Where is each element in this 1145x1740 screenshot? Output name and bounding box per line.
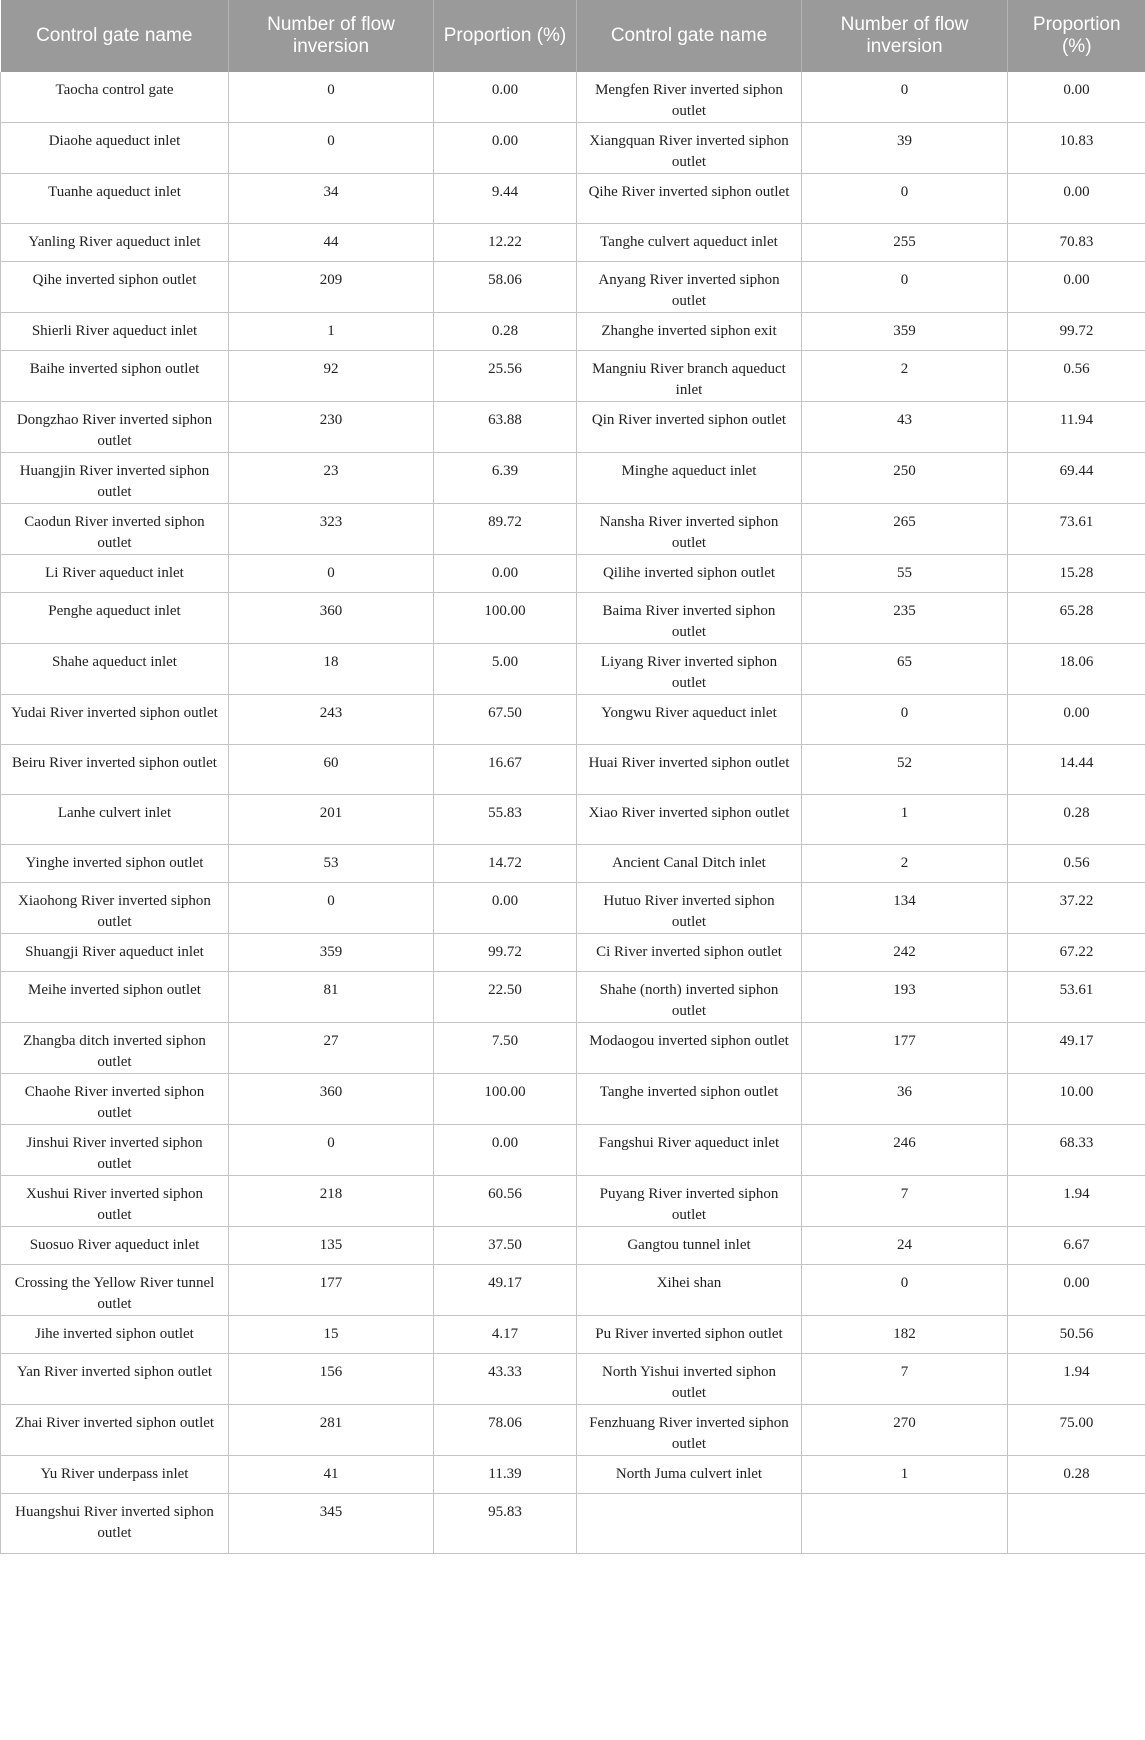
cell-proportion-right: 14.44 <box>1008 745 1145 795</box>
cell-proportion-right: 0.00 <box>1008 72 1145 123</box>
table-row <box>1 1023 1145 1074</box>
cell-flow-count-right: 255 <box>802 224 1008 262</box>
cell-proportion-right: 0.00 <box>1008 174 1145 224</box>
cell-flow-count-left: 360 <box>229 1074 434 1125</box>
cell-gate-name-left: Chaohe River inverted siphon outlet <box>1 1074 229 1125</box>
cell-proportion-left: 25.56 <box>434 351 577 402</box>
cell-flow-count-right: 52 <box>802 745 1008 795</box>
cell-proportion-left: 95.83 <box>434 1494 577 1554</box>
table-row <box>1 593 1145 644</box>
cell-gate-name-left: Yan River inverted siphon outlet <box>1 1354 229 1405</box>
cell-proportion-right: 0.56 <box>1008 845 1145 883</box>
cell-flow-count-left: 201 <box>229 795 434 845</box>
table-row <box>1 795 1145 845</box>
table-row <box>1 972 1145 1023</box>
header-flow-count-right: Number of flow inversion <box>802 0 1008 72</box>
cell-proportion-left: 0.00 <box>434 123 577 174</box>
cell-proportion-left: 99.72 <box>434 934 577 972</box>
cell-proportion-left: 12.22 <box>434 224 577 262</box>
table-row <box>1 1176 1145 1227</box>
table-header <box>1 0 1145 72</box>
cell-flow-count-left: 34 <box>229 174 434 224</box>
cell-flow-count-left: 0 <box>229 123 434 174</box>
cell-flow-count-left: 230 <box>229 402 434 453</box>
cell-flow-count-right: 2 <box>802 351 1008 402</box>
cell-flow-count-right: 235 <box>802 593 1008 644</box>
cell-flow-count-right: 39 <box>802 123 1008 174</box>
table-row <box>1 845 1145 883</box>
cell-proportion-right: 0.56 <box>1008 351 1145 402</box>
table-row <box>1 745 1145 795</box>
cell-flow-count-right: 182 <box>802 1316 1008 1354</box>
cell-gate-name-right: Liyang River inverted siphon outlet <box>577 644 802 695</box>
cell-proportion-left: 0.00 <box>434 1125 577 1176</box>
cell-proportion-right: 73.61 <box>1008 504 1145 555</box>
cell-gate-name-right: Fangshui River aqueduct inlet <box>577 1125 802 1176</box>
table-row <box>1 504 1145 555</box>
cell-gate-name-right: Qilihe inverted siphon outlet <box>577 555 802 593</box>
cell-gate-name-right: Gangtou tunnel inlet <box>577 1227 802 1265</box>
cell-proportion-left: 100.00 <box>434 593 577 644</box>
cell-flow-count-right <box>802 1494 1008 1554</box>
cell-flow-count-left: 18 <box>229 644 434 695</box>
cell-gate-name-right <box>577 1494 802 1554</box>
cell-flow-count-left: 0 <box>229 883 434 934</box>
cell-flow-count-left: 323 <box>229 504 434 555</box>
cell-flow-count-right: 270 <box>802 1405 1008 1456</box>
table-row <box>1 313 1145 351</box>
cell-flow-count-left: 345 <box>229 1494 434 1554</box>
cell-flow-count-left: 135 <box>229 1227 434 1265</box>
cell-gate-name-left: Xushui River inverted siphon outlet <box>1 1176 229 1227</box>
cell-gate-name-right: Hutuo River inverted siphon outlet <box>577 883 802 934</box>
cell-flow-count-left: 15 <box>229 1316 434 1354</box>
cell-flow-count-left: 0 <box>229 555 434 593</box>
cell-gate-name-left: Yanling River aqueduct inlet <box>1 224 229 262</box>
cell-flow-count-right: 1 <box>802 795 1008 845</box>
cell-flow-count-right: 177 <box>802 1023 1008 1074</box>
cell-proportion-left: 67.50 <box>434 695 577 745</box>
cell-gate-name-left: Yu River underpass inlet <box>1 1456 229 1494</box>
cell-proportion-right: 18.06 <box>1008 644 1145 695</box>
cell-proportion-right: 50.56 <box>1008 1316 1145 1354</box>
cell-gate-name-right: Modaogou inverted siphon outlet <box>577 1023 802 1074</box>
table-row <box>1 1316 1145 1354</box>
cell-flow-count-right: 0 <box>802 262 1008 313</box>
cell-gate-name-left: Yinghe inverted siphon outlet <box>1 845 229 883</box>
cell-proportion-left: 43.33 <box>434 1354 577 1405</box>
cell-proportion-right: 0.00 <box>1008 1265 1145 1316</box>
table-row <box>1 1265 1145 1316</box>
cell-gate-name-left: Jihe inverted siphon outlet <box>1 1316 229 1354</box>
cell-gate-name-right: Xiao River inverted siphon outlet <box>577 795 802 845</box>
cell-gate-name-right: Xihei shan <box>577 1265 802 1316</box>
cell-flow-count-left: 360 <box>229 593 434 644</box>
cell-gate-name-right: Mangniu River branch aqueduct inlet <box>577 351 802 402</box>
cell-flow-count-right: 43 <box>802 402 1008 453</box>
cell-gate-name-left: Qihe inverted siphon outlet <box>1 262 229 313</box>
cell-proportion-right: 70.83 <box>1008 224 1145 262</box>
cell-proportion-right: 0.28 <box>1008 795 1145 845</box>
table-row <box>1 72 1145 123</box>
cell-flow-count-left: 44 <box>229 224 434 262</box>
table-row <box>1 1405 1145 1456</box>
cell-gate-name-left: Suosuo River aqueduct inlet <box>1 1227 229 1265</box>
cell-gate-name-left: Huangjin River inverted siphon outlet <box>1 453 229 504</box>
table-row <box>1 262 1145 313</box>
cell-gate-name-left: Caodun River inverted siphon outlet <box>1 504 229 555</box>
cell-gate-name-left: Shuangji River aqueduct inlet <box>1 934 229 972</box>
cell-proportion-right: 15.28 <box>1008 555 1145 593</box>
cell-flow-count-left: 359 <box>229 934 434 972</box>
cell-flow-count-left: 209 <box>229 262 434 313</box>
table-row <box>1 174 1145 224</box>
cell-flow-count-left: 243 <box>229 695 434 745</box>
cell-flow-count-left: 177 <box>229 1265 434 1316</box>
cell-proportion-right: 53.61 <box>1008 972 1145 1023</box>
header-row <box>1 0 1145 72</box>
cell-proportion-right: 49.17 <box>1008 1023 1145 1074</box>
cell-gate-name-right: Shahe (north) inverted siphon outlet <box>577 972 802 1023</box>
cell-proportion-left: 11.39 <box>434 1456 577 1494</box>
cell-gate-name-left: Yudai River inverted siphon outlet <box>1 695 229 745</box>
table-row <box>1 402 1145 453</box>
cell-proportion-right: 0.00 <box>1008 262 1145 313</box>
cell-gate-name-right: Yongwu River aqueduct inlet <box>577 695 802 745</box>
cell-gate-name-right: Ci River inverted siphon outlet <box>577 934 802 972</box>
cell-gate-name-right: Mengfen River inverted siphon outlet <box>577 72 802 123</box>
cell-proportion-left: 22.50 <box>434 972 577 1023</box>
cell-gate-name-left: Li River aqueduct inlet <box>1 555 229 593</box>
table-row <box>1 1227 1145 1265</box>
cell-proportion-left: 14.72 <box>434 845 577 883</box>
cell-proportion-left: 37.50 <box>434 1227 577 1265</box>
header-proportion-right: Proportion (%) <box>1008 0 1145 72</box>
cell-proportion-right: 1.94 <box>1008 1354 1145 1405</box>
cell-flow-count-right: 65 <box>802 644 1008 695</box>
cell-flow-count-right: 0 <box>802 174 1008 224</box>
cell-gate-name-right: Qihe River inverted siphon outlet <box>577 174 802 224</box>
cell-proportion-left: 60.56 <box>434 1176 577 1227</box>
cell-gate-name-right: Zhanghe inverted siphon exit <box>577 313 802 351</box>
cell-flow-count-left: 41 <box>229 1456 434 1494</box>
cell-proportion-right: 0.28 <box>1008 1456 1145 1494</box>
cell-flow-count-right: 250 <box>802 453 1008 504</box>
cell-proportion-right: 37.22 <box>1008 883 1145 934</box>
table-row <box>1 695 1145 745</box>
cell-gate-name-left: Tuanhe aqueduct inlet <box>1 174 229 224</box>
table-row <box>1 1456 1145 1494</box>
cell-flow-count-right: 242 <box>802 934 1008 972</box>
cell-gate-name-right: North Juma culvert inlet <box>577 1456 802 1494</box>
table-row <box>1 934 1145 972</box>
cell-proportion-left: 100.00 <box>434 1074 577 1125</box>
cell-flow-count-left: 281 <box>229 1405 434 1456</box>
cell-flow-count-left: 60 <box>229 745 434 795</box>
cell-proportion-right: 0.00 <box>1008 695 1145 745</box>
cell-proportion-left: 63.88 <box>434 402 577 453</box>
cell-gate-name-right: Fenzhuang River inverted siphon outlet <box>577 1405 802 1456</box>
table-row <box>1 883 1145 934</box>
cell-gate-name-left: Baihe inverted siphon outlet <box>1 351 229 402</box>
cell-gate-name-left: Meihe inverted siphon outlet <box>1 972 229 1023</box>
cell-gate-name-left: Zhai River inverted siphon outlet <box>1 1405 229 1456</box>
cell-flow-count-left: 0 <box>229 1125 434 1176</box>
cell-proportion-right: 1.94 <box>1008 1176 1145 1227</box>
cell-flow-count-right: 0 <box>802 72 1008 123</box>
cell-proportion-left: 49.17 <box>434 1265 577 1316</box>
cell-flow-count-right: 193 <box>802 972 1008 1023</box>
cell-proportion-left: 4.17 <box>434 1316 577 1354</box>
cell-flow-count-right: 265 <box>802 504 1008 555</box>
cell-gate-name-left: Beiru River inverted siphon outlet <box>1 745 229 795</box>
cell-flow-count-left: 27 <box>229 1023 434 1074</box>
cell-proportion-left: 9.44 <box>434 174 577 224</box>
cell-gate-name-left: Shahe aqueduct inlet <box>1 644 229 695</box>
cell-flow-count-right: 0 <box>802 695 1008 745</box>
cell-proportion-left: 0.00 <box>434 883 577 934</box>
cell-flow-count-right: 134 <box>802 883 1008 934</box>
cell-gate-name-right: Ancient Canal Ditch inlet <box>577 845 802 883</box>
cell-gate-name-left: Taocha control gate <box>1 72 229 123</box>
cell-proportion-left: 89.72 <box>434 504 577 555</box>
table-row <box>1 224 1145 262</box>
cell-proportion-left: 16.67 <box>434 745 577 795</box>
cell-gate-name-right: Baima River inverted siphon outlet <box>577 593 802 644</box>
table-row <box>1 1125 1145 1176</box>
table-row <box>1 1494 1145 1554</box>
header-proportion-left: Proportion (%) <box>434 0 577 72</box>
table-row <box>1 555 1145 593</box>
cell-flow-count-right: 7 <box>802 1354 1008 1405</box>
cell-gate-name-left: Huangshui River inverted siphon outlet <box>1 1494 229 1554</box>
cell-gate-name-right: Nansha River inverted siphon outlet <box>577 504 802 555</box>
cell-proportion-right: 65.28 <box>1008 593 1145 644</box>
cell-gate-name-left: Jinshui River inverted siphon outlet <box>1 1125 229 1176</box>
cell-flow-count-right: 359 <box>802 313 1008 351</box>
cell-flow-count-right: 24 <box>802 1227 1008 1265</box>
cell-flow-count-left: 156 <box>229 1354 434 1405</box>
cell-proportion-left: 0.00 <box>434 72 577 123</box>
cell-flow-count-right: 1 <box>802 1456 1008 1494</box>
cell-flow-count-left: 218 <box>229 1176 434 1227</box>
cell-flow-count-right: 2 <box>802 845 1008 883</box>
cell-proportion-right: 10.83 <box>1008 123 1145 174</box>
cell-flow-count-right: 55 <box>802 555 1008 593</box>
cell-gate-name-right: Puyang River inverted siphon outlet <box>577 1176 802 1227</box>
cell-gate-name-left: Zhangba ditch inverted siphon outlet <box>1 1023 229 1074</box>
cell-flow-count-left: 0 <box>229 72 434 123</box>
cell-proportion-right: 10.00 <box>1008 1074 1145 1125</box>
header-gate-name-left: Control gate name <box>1 0 229 72</box>
cell-gate-name-right: Anyang River inverted siphon outlet <box>577 262 802 313</box>
cell-gate-name-left: Penghe aqueduct inlet <box>1 593 229 644</box>
cell-proportion-right: 11.94 <box>1008 402 1145 453</box>
cell-proportion-left: 78.06 <box>434 1405 577 1456</box>
table-row <box>1 1354 1145 1405</box>
cell-flow-count-left: 1 <box>229 313 434 351</box>
cell-gate-name-right: Tanghe culvert aqueduct inlet <box>577 224 802 262</box>
cell-proportion-right: 75.00 <box>1008 1405 1145 1456</box>
cell-proportion-right: 68.33 <box>1008 1125 1145 1176</box>
cell-proportion-left: 55.83 <box>434 795 577 845</box>
cell-gate-name-right: North Yishui inverted siphon outlet <box>577 1354 802 1405</box>
cell-gate-name-left: Dongzhao River inverted siphon outlet <box>1 402 229 453</box>
table-row <box>1 1074 1145 1125</box>
cell-proportion-right: 99.72 <box>1008 313 1145 351</box>
header-gate-name-right: Control gate name <box>577 0 802 72</box>
cell-gate-name-left: Shierli River aqueduct inlet <box>1 313 229 351</box>
cell-proportion-right: 67.22 <box>1008 934 1145 972</box>
cell-flow-count-left: 81 <box>229 972 434 1023</box>
table-row <box>1 644 1145 695</box>
cell-proportion-left: 7.50 <box>434 1023 577 1074</box>
cell-gate-name-right: Minghe aqueduct inlet <box>577 453 802 504</box>
cell-proportion-left: 0.00 <box>434 555 577 593</box>
cell-gate-name-left: Crossing the Yellow River tunnel outlet <box>1 1265 229 1316</box>
cell-flow-count-left: 53 <box>229 845 434 883</box>
cell-proportion-left: 6.39 <box>434 453 577 504</box>
cell-flow-count-right: 0 <box>802 1265 1008 1316</box>
cell-proportion-right: 6.67 <box>1008 1227 1145 1265</box>
cell-gate-name-left: Lanhe culvert inlet <box>1 795 229 845</box>
cell-gate-name-left: Diaohe aqueduct inlet <box>1 123 229 174</box>
cell-proportion-right <box>1008 1494 1145 1554</box>
header-flow-count-left: Number of flow inversion <box>229 0 434 72</box>
cell-gate-name-right: Xiangquan River inverted siphon outlet <box>577 123 802 174</box>
cell-gate-name-right: Pu River inverted siphon outlet <box>577 1316 802 1354</box>
cell-flow-count-left: 92 <box>229 351 434 402</box>
cell-proportion-left: 0.28 <box>434 313 577 351</box>
cell-gate-name-right: Tanghe inverted siphon outlet <box>577 1074 802 1125</box>
cell-proportion-left: 5.00 <box>434 644 577 695</box>
cell-flow-count-right: 246 <box>802 1125 1008 1176</box>
cell-gate-name-right: Qin River inverted siphon outlet <box>577 402 802 453</box>
cell-proportion-right: 69.44 <box>1008 453 1145 504</box>
cell-gate-name-right: Huai River inverted siphon outlet <box>577 745 802 795</box>
cell-flow-count-right: 7 <box>802 1176 1008 1227</box>
table-body <box>1 72 1145 1554</box>
table-row <box>1 123 1145 174</box>
cell-gate-name-left: Xiaohong River inverted siphon outlet <box>1 883 229 934</box>
cell-proportion-left: 58.06 <box>434 262 577 313</box>
table-row <box>1 351 1145 402</box>
cell-flow-count-left: 23 <box>229 453 434 504</box>
cell-flow-count-right: 36 <box>802 1074 1008 1125</box>
table-row <box>1 453 1145 504</box>
